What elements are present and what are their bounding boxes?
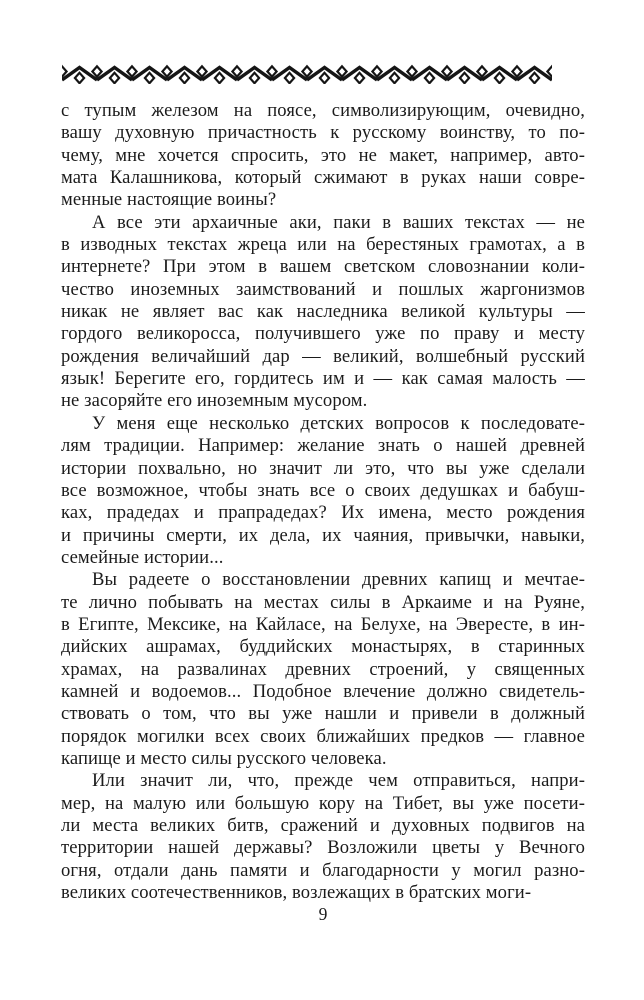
- text-line: вашу духовную причастность к русскому воинству, то по-: [61, 122, 585, 144]
- text-line: семейные истории...: [61, 546, 224, 568]
- text-line: и причины смерти, их дела, их чаяния, привычки, навыки,: [61, 524, 585, 546]
- text-line: чество иноземных заимствований и пошлых жаргонизмов: [61, 278, 585, 300]
- text-line: Вы радеете о восстановлении древних капищ и мечтае-: [92, 569, 585, 591]
- text-line: капище и место силы русского человека.: [61, 747, 387, 769]
- text-line: дийских ашрамах, буддийских монастырях, в старинных: [61, 636, 585, 658]
- text-line: с тупым железом на поясе, символизирующим, очевидно,: [61, 100, 585, 121]
- page-number: 9: [318, 904, 328, 924]
- text-line: А все эти архаичные аки, паки в ваших текстах — не: [92, 211, 585, 233]
- zigzag-border-ornament: [62, 63, 552, 84]
- text-line: ли места великих битв, сражений и духовных подвигов на: [61, 815, 585, 836]
- text-line: мер, на малую или большую кору на Тибет, вы уже посети-: [61, 792, 585, 814]
- text-line: У меня еще несколько детских вопросов к последовате-: [92, 412, 585, 434]
- paragraph: [61, 212, 585, 413]
- text-line: Или значит ли, что, прежде чем отправиться, напри-: [92, 770, 585, 792]
- text-line: чему, мне хочется спросить, это не макет, например, авто-: [61, 144, 585, 166]
- text-line: храмах, на развалинах древних строений, у священных: [61, 658, 585, 680]
- text-line: порядок могилки всех своих ближайших предков — главное: [61, 725, 585, 747]
- text-line: в изводных текстах жреца или на берестяных грамотах, а в: [61, 234, 585, 256]
- text-line: камней и водоемов... Подобное влечение должно свидетель-: [61, 680, 585, 702]
- text-line: ках, прадедах и прапрадедах? Их имена, место рождения: [61, 502, 585, 524]
- text-line: ствовать о том, что вы уже нашли и привели в должный: [61, 703, 585, 725]
- paragraph: [61, 100, 585, 212]
- text-line: истории похвально, но значит ли это, что вы уже сделали: [61, 457, 585, 479]
- text-line: гордого великоросса, получившего уже по праву и месту: [61, 323, 585, 345]
- text-line: в Египте, Мексике, на Кайласе, на Белухе, на Эвересте, в ин-: [61, 613, 585, 635]
- text-line: рождения величайший дар — великий, волшебный русский: [61, 345, 585, 367]
- text-line: огня, отдали дань памяти и благодарности у могил разно-: [61, 859, 585, 881]
- text-line: великих соотечественников, возлежащих в братских моги-: [61, 882, 532, 904]
- text-line: никак не являет вас как наследника великой культуры —: [61, 301, 585, 323]
- text-line: мата Калашникова, который сжимают в руках наши совре-: [61, 167, 585, 189]
- text-line: те лично побывать на местах силы в Аркаиме и на Руяне,: [61, 591, 585, 613]
- page-text: [61, 100, 585, 904]
- text-line: территории нашей державы? Возложили цветы у Вечного: [61, 837, 585, 859]
- text-line: не засоряйте его иноземным мусором.: [61, 390, 368, 412]
- text-line: лям традиции. Например: желание знать о нашей древней: [61, 435, 585, 457]
- paragraph: [61, 413, 585, 569]
- paragraph: [61, 569, 585, 770]
- text-line: менные настоящие воины?: [61, 189, 277, 211]
- text-line: все возможное, чтобы знать все о своих дедушках и бабуш-: [61, 479, 585, 501]
- text-line: язык! Берегите его, гордитесь им и — как самая малость —: [61, 368, 585, 390]
- text-line: интернете? При этом в вашем светском словознании коли-: [61, 256, 585, 278]
- paragraph: [61, 770, 585, 904]
